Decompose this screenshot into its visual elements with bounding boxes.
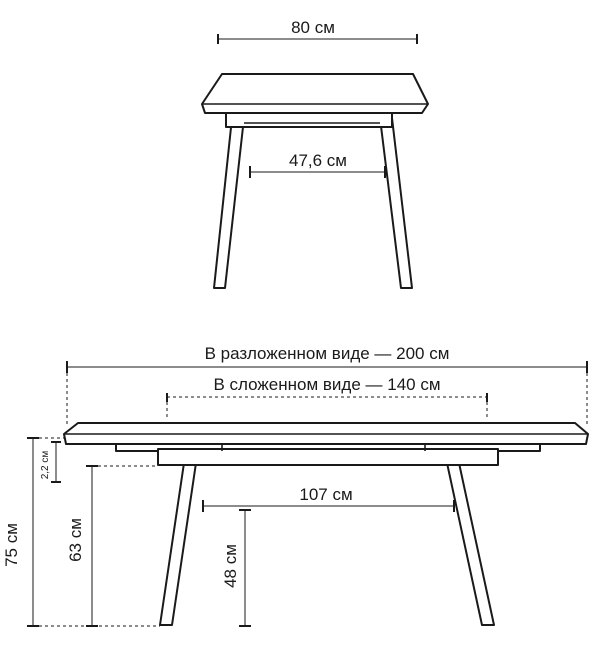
frame-height-tick-bottom bbox=[86, 625, 98, 627]
front-left-leg bbox=[214, 118, 244, 288]
top-thickness-label: 2,2 см bbox=[40, 450, 51, 480]
extended-length-label: В разложенном виде — 200 см bbox=[204, 344, 450, 363]
folded-length-tick-right bbox=[486, 393, 488, 402]
frame-height-label: 63 см bbox=[66, 518, 85, 562]
front-tabletop bbox=[202, 74, 428, 113]
front-leg-span-label: 47,6 см bbox=[289, 151, 347, 170]
side-leg-span-tick-right bbox=[453, 500, 455, 512]
top-width-label: 80 см bbox=[291, 18, 335, 37]
side-left-leg bbox=[160, 463, 196, 625]
extended-length-tick-right bbox=[586, 361, 588, 373]
front-leg-span-tick-left bbox=[249, 166, 251, 178]
total-height-label: 75 см bbox=[2, 523, 21, 567]
front-right-leg bbox=[380, 118, 412, 288]
top-thickness-tick-bottom bbox=[51, 481, 61, 483]
folded-length-label: В сложенном виде — 140 см bbox=[213, 375, 441, 394]
side-right-leg bbox=[447, 463, 494, 625]
top-thickness-tick-top bbox=[51, 441, 61, 443]
side-view bbox=[2, 344, 588, 627]
total-height-tick-top bbox=[27, 437, 39, 439]
leg-clearance-tick-bottom bbox=[239, 625, 251, 627]
leg-clearance-label: 48 см bbox=[221, 544, 240, 588]
front-view bbox=[202, 18, 428, 288]
top-width-tick-left bbox=[217, 34, 219, 44]
top-width-tick-right bbox=[416, 34, 418, 44]
leg-clearance-tick-top bbox=[239, 509, 251, 511]
total-height-tick-bottom bbox=[27, 625, 39, 627]
extended-length-tick-left bbox=[66, 361, 68, 373]
folded-length-tick-left bbox=[166, 393, 168, 402]
side-leg-span-label: 107 см bbox=[299, 485, 353, 504]
side-leg-span-tick-left bbox=[202, 500, 204, 512]
side-apron bbox=[158, 449, 498, 465]
front-leg-span-tick-right bbox=[384, 166, 386, 178]
front-apron bbox=[226, 113, 392, 127]
frame-height-tick-top bbox=[86, 465, 98, 467]
